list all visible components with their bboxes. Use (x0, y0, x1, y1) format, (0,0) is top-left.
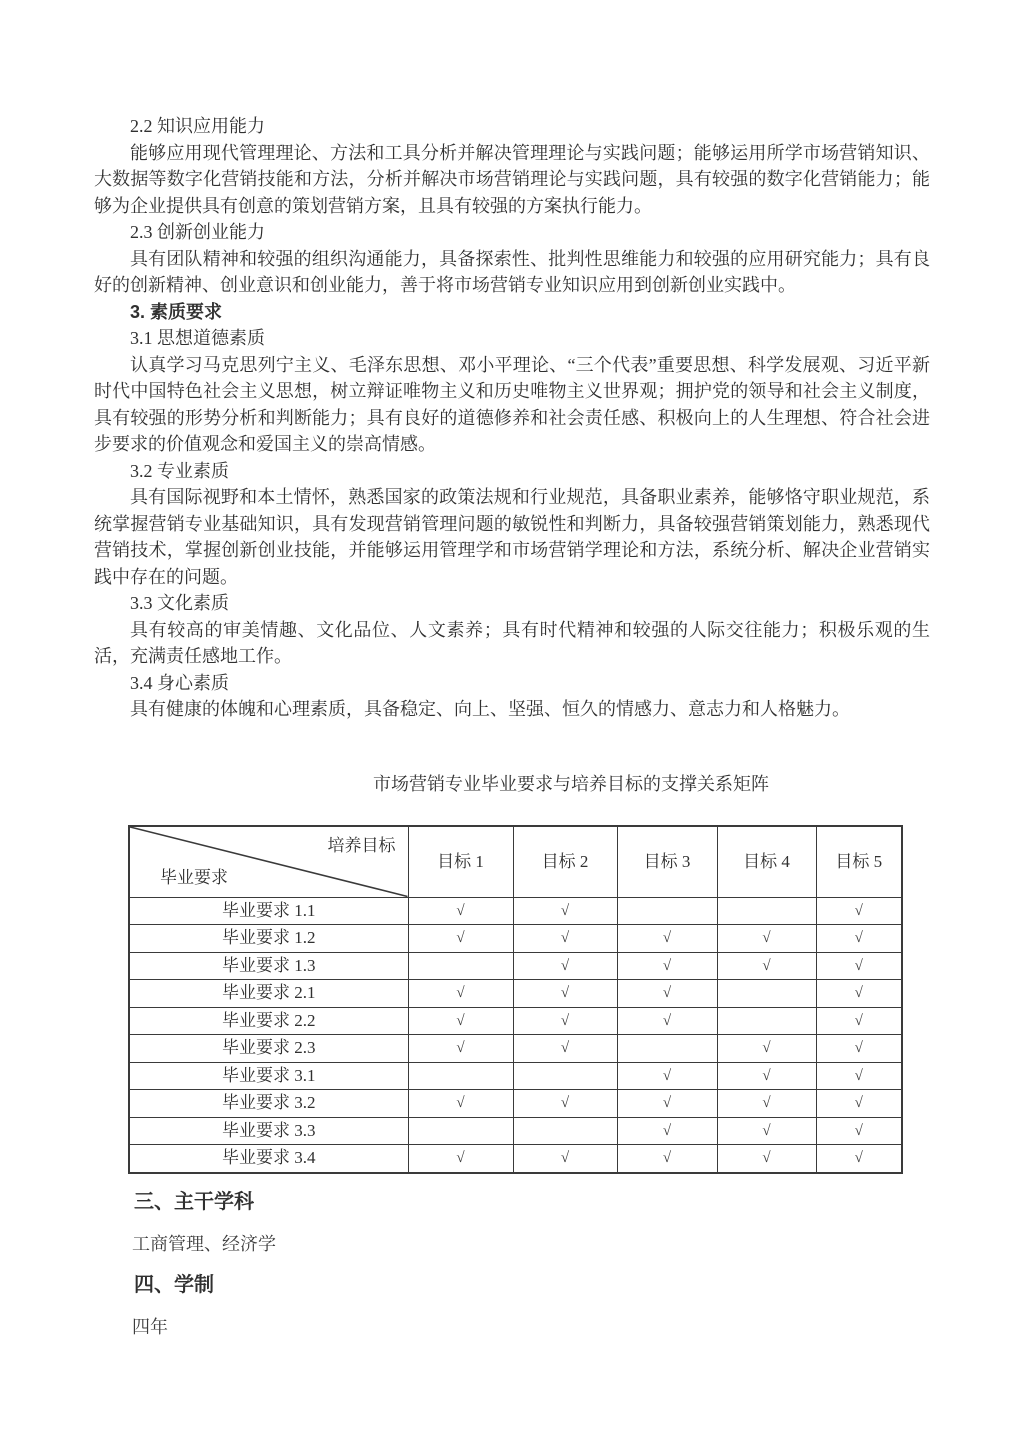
matrix-cell: √ (513, 1090, 617, 1118)
col-header-goal-2: 目标 2 (513, 826, 617, 897)
matrix-cell: √ (816, 897, 902, 925)
section-3-3-heading: 3.3 文化素质 (130, 593, 229, 613)
matrix-cell: √ (408, 1007, 513, 1035)
matrix-cell: √ (513, 1035, 617, 1063)
matrix-cell: √ (717, 925, 816, 953)
matrix-header-row (129, 826, 902, 897)
section-3-heading: 3. 素质要求 (130, 301, 223, 322)
matrix-cell: √ (816, 1090, 902, 1118)
matrix-cell (513, 1062, 617, 1090)
table-row (129, 952, 902, 980)
matrix-cell: √ (816, 980, 902, 1008)
section-3-2-paragraph: 具有国际视野和本土情怀，熟悉国家的政策法规和行业规范，具备职业素养，能够恪守职业规范，系统掌握营销专业基础知识，具有发现营销管理问题的敏锐性和判断力，具备较强营销策划能力，熟悉现代营销技术，掌握创新创业技能，并能够运用管理学和市场营销学理论和方法，系统分析、解决企业营销实践中存在的问题。 (94, 487, 930, 587)
matrix-cell: √ (617, 952, 717, 980)
matrix-cell: √ (816, 1007, 902, 1035)
table-row (129, 1062, 902, 1090)
section-3-4-heading: 3.4 身心素质 (130, 672, 229, 693)
matrix-cell: √ (717, 952, 816, 980)
matrix-cell: √ (717, 1062, 816, 1090)
row-label: 毕业要求 3.3 (129, 1117, 408, 1145)
matrix-cell: √ (513, 1145, 617, 1173)
matrix-cell: √ (513, 897, 617, 925)
matrix-cell: √ (617, 980, 717, 1008)
matrix-cell: √ (717, 1145, 816, 1173)
matrix-cell: √ (617, 1007, 717, 1035)
matrix-cell (408, 952, 513, 980)
matrix-cell (717, 1007, 816, 1035)
matrix-cell (717, 980, 816, 1008)
main-disciplines-heading: 三、主干学科 (134, 1190, 254, 1213)
section-2-3-paragraph: 具有团队精神和较强的组织沟通能力，具备探索性、批判性思维能力和较强的应用研究能力；具有良好的创新精神、创业意识和创业能力，善于将市场营销专业知识应用到创新创业实践中。 (94, 248, 930, 295)
table-row (129, 897, 902, 925)
matrix-cell: √ (816, 1145, 902, 1173)
section-3-2-heading: 3.2 专业素质 (130, 460, 229, 481)
row-label: 毕业要求 1.1 (129, 897, 408, 925)
matrix-cell: √ (408, 925, 513, 953)
col-header-goal-4: 目标 4 (717, 826, 816, 897)
matrix-cell: √ (617, 1145, 717, 1173)
matrix-cell: √ (617, 1062, 717, 1090)
matrix-cell (617, 1035, 717, 1063)
col-header-goal-3: 目标 3 (617, 826, 717, 897)
table-row (129, 980, 902, 1008)
matrix-cell: √ (717, 1035, 816, 1063)
matrix-cell (717, 897, 816, 925)
matrix-cell: √ (816, 1035, 902, 1063)
matrix-cell: √ (408, 897, 513, 925)
section-2-3-heading: 2.3 创新创业能力 (130, 222, 265, 242)
matrix-table-title: 市场营销专业毕业要求与培养目标的支撑关系矩阵 (373, 773, 769, 794)
table-row (129, 925, 902, 953)
matrix-cell (408, 1117, 513, 1145)
table-row (129, 1117, 902, 1145)
section-2-2-heading: 2.2 知识应用能力 (130, 116, 265, 136)
matrix-cell: √ (408, 1090, 513, 1118)
section-3-1-heading: 3.1 思想道德素质 (130, 328, 265, 348)
row-label: 毕业要求 2.3 (129, 1035, 408, 1063)
table-row (129, 1035, 902, 1063)
col-header-goal-1: 目标 1 (408, 826, 513, 897)
col-header-goal-5: 目标 5 (816, 826, 902, 897)
matrix-cell: √ (816, 925, 902, 953)
section-2-2-paragraph: 能够应用现代管理理论、方法和工具分析并解决管理理论与实践问题；能够运用所学市场营销知识、大数据等数字化营销技能和方法，分析并解决市场营销理论与实践问题，具有较强的数字化营销能力；能够为企业提供具有创意的策划营销方案，且具有较强的方案执行能力。 (94, 142, 930, 216)
matrix-corner-cell (129, 826, 408, 897)
study-duration-heading: 四、学制 (134, 1274, 214, 1296)
table-row (129, 1090, 902, 1118)
corner-label-goals: 培养目标 (327, 836, 396, 855)
matrix-cell: √ (617, 1090, 717, 1118)
row-label: 毕业要求 3.1 (129, 1062, 408, 1090)
table-row (129, 1007, 902, 1035)
matrix-cell: √ (408, 1145, 513, 1173)
support-matrix-table (128, 825, 903, 1174)
row-label: 毕业要求 2.1 (129, 980, 408, 1008)
matrix-cell: √ (816, 1117, 902, 1145)
section-3-3-paragraph: 具有较高的审美情趣、文化品位、人文素养；具有时代精神和较强的人际交往能力；积极乐观的生活，充满责任感地工作。 (94, 619, 930, 666)
section-3-1-paragraph: 认真学习马克思列宁主义、毛泽东思想、邓小平理论、“三个代表”重要思想、科学发展观、习近平新时代中国特色社会主义思想，树立辩证唯物主义和历史唯物主义世界观；拥护党的领导和社会主义制度，具有较强的形势分析和判断能力；具有良好的道德修养和社会责任感、积极向上的人生理想、符合社会进步要求的价值观念和爱国主义的崇高情感。 (94, 354, 930, 454)
matrix-cell: √ (816, 952, 902, 980)
section-3-4-paragraph: 具有健康的体魄和心理素质，具备稳定、向上、坚强、恒久的情感力、意志力和人格魅力。 (130, 699, 850, 719)
matrix-cell (408, 1062, 513, 1090)
matrix-cell: √ (513, 980, 617, 1008)
matrix-cell (513, 1117, 617, 1145)
table-row (129, 1145, 902, 1173)
matrix-cell: √ (717, 1117, 816, 1145)
matrix-cell: √ (617, 1117, 717, 1145)
matrix-cell: √ (617, 925, 717, 953)
matrix-cell: √ (513, 925, 617, 953)
matrix-cell: √ (717, 1090, 816, 1118)
matrix-cell: √ (408, 980, 513, 1008)
row-label: 毕业要求 3.4 (129, 1145, 408, 1173)
row-label: 毕业要求 1.2 (129, 925, 408, 953)
matrix-cell: √ (816, 1062, 902, 1090)
matrix-cell (617, 897, 717, 925)
main-disciplines-content: 工商管理、经济学 (132, 1233, 276, 1254)
row-label: 毕业要求 3.2 (129, 1090, 408, 1118)
row-label: 毕业要求 1.3 (129, 952, 408, 980)
row-label: 毕业要求 2.2 (129, 1007, 408, 1035)
corner-label-requirements: 毕业要求 (160, 867, 228, 887)
study-duration-content: 四年 (132, 1317, 168, 1337)
matrix-cell: √ (513, 1007, 617, 1035)
matrix-cell: √ (408, 1035, 513, 1063)
matrix-cell: √ (513, 952, 617, 980)
